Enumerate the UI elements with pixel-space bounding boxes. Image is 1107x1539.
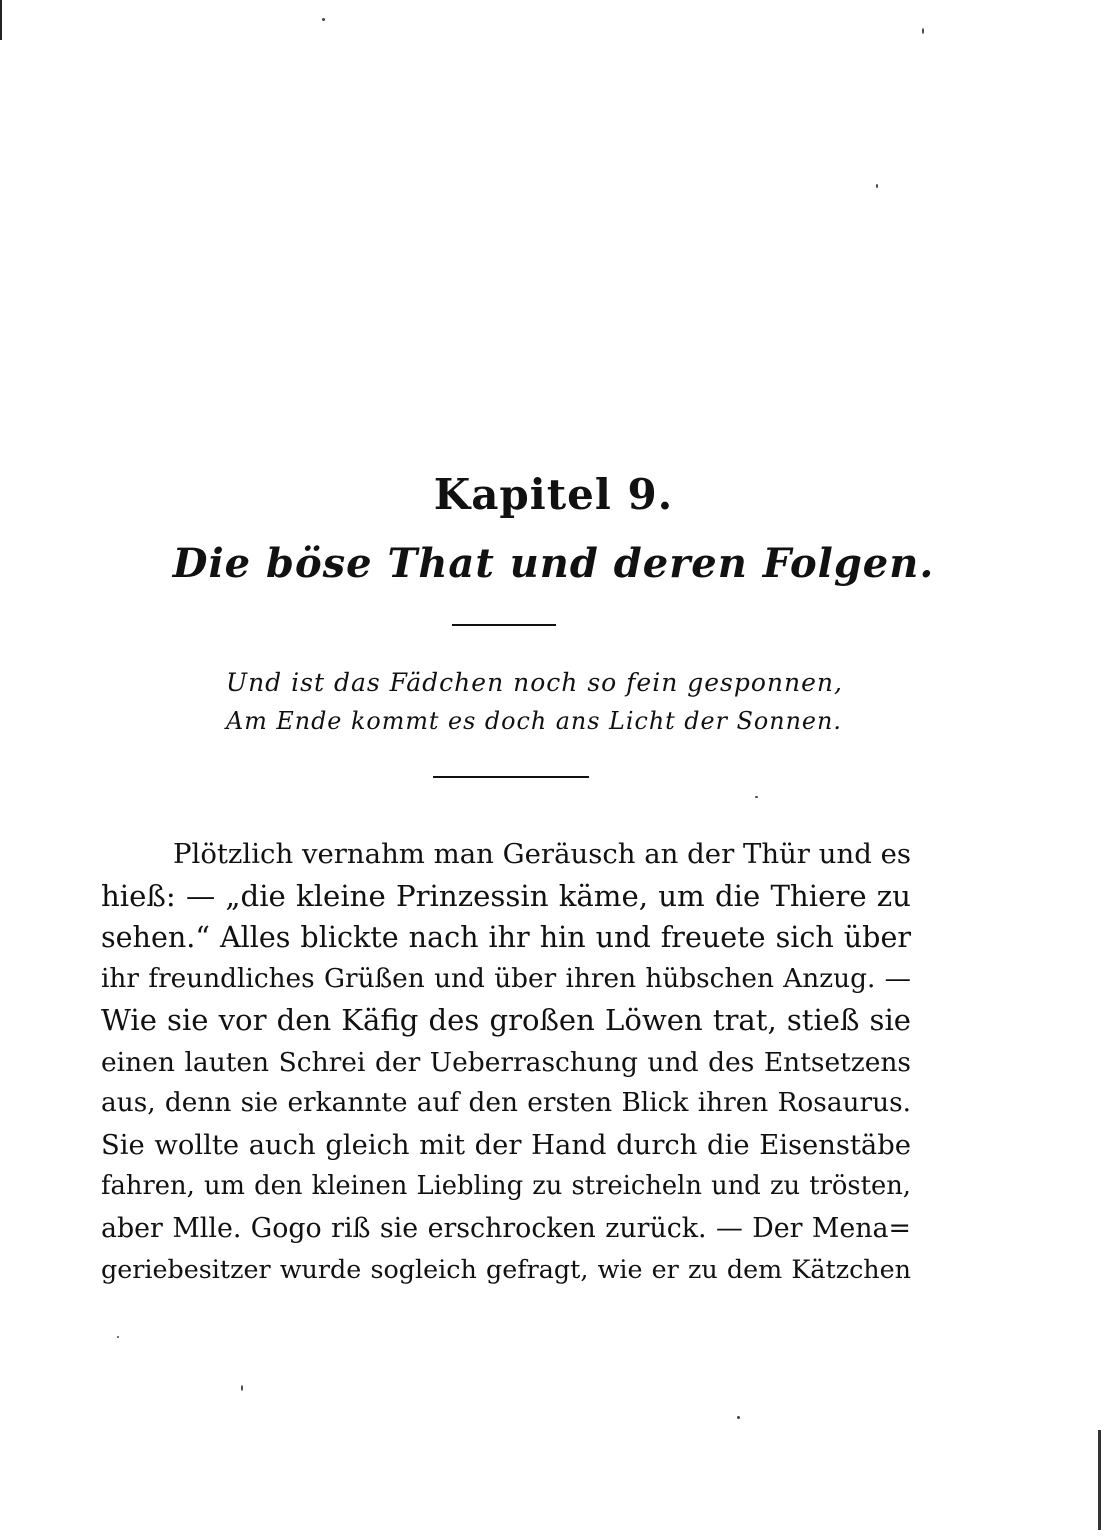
paragraph-line: Sie wollte auch gleich mit der Hand durch die Eisenstäbe xyxy=(101,1129,911,1161)
scan-speck xyxy=(922,28,924,34)
paragraph-line: sehen.“ Alles blickte nach ihr hin und freuete sich über xyxy=(101,920,911,954)
scan-speck xyxy=(755,796,758,798)
epigraph-line: Am Ende kommt es doch ans Licht der Sonnen. xyxy=(226,707,842,735)
paragraph-line: Plötzlich vernahm man Geräusch an der Thür und es xyxy=(173,838,911,870)
paragraph-line: aus, denn sie erkannte auf den ersten Blick ihren Rosaurus. xyxy=(101,1088,911,1118)
paragraph-line: hieß: — „die kleine Prinzessin käme, um die Thiere zu xyxy=(101,878,911,913)
paragraph-line: einen lauten Schrei der Ueberraschung und des Entsetzens xyxy=(101,1046,911,1078)
epigraph-line: Und ist das Fädchen noch so fein gesponnen, xyxy=(226,668,843,697)
scan-speck xyxy=(241,1385,243,1391)
chapter-title: Die böse That und deren Folgen. xyxy=(172,540,935,587)
chapter-number: Kapitel 9. xyxy=(433,470,674,519)
scan-speck xyxy=(117,1336,119,1338)
epigraph xyxy=(226,664,846,740)
paragraph-line: fahren, um den kleinen Liebling zu streicheln und zu trösten, xyxy=(101,1171,911,1201)
scan-edge-mark xyxy=(0,0,2,40)
scan-speck xyxy=(322,18,325,21)
scan-speck xyxy=(737,1416,740,1419)
title-divider xyxy=(452,624,556,626)
paragraph-line: Wie sie vor den Käfig des großen Löwen trat, stieß sie xyxy=(101,1003,911,1037)
scan-edge-mark xyxy=(1098,1430,1101,1530)
paragraph-line: ihr freundliches Grüßen und über ihren hübschen Anzug. — xyxy=(101,963,911,994)
paragraph-line: geriebesitzer wurde sogleich gefragt, wie er zu dem Kätzchen xyxy=(101,1254,911,1284)
paragraph-line: aber Mlle. Gogo riß sie erschrocken zurück. — Der Mena= xyxy=(101,1212,911,1244)
scan-speck xyxy=(876,184,878,188)
body-paragraph xyxy=(101,834,911,1291)
epigraph-divider xyxy=(433,776,589,778)
